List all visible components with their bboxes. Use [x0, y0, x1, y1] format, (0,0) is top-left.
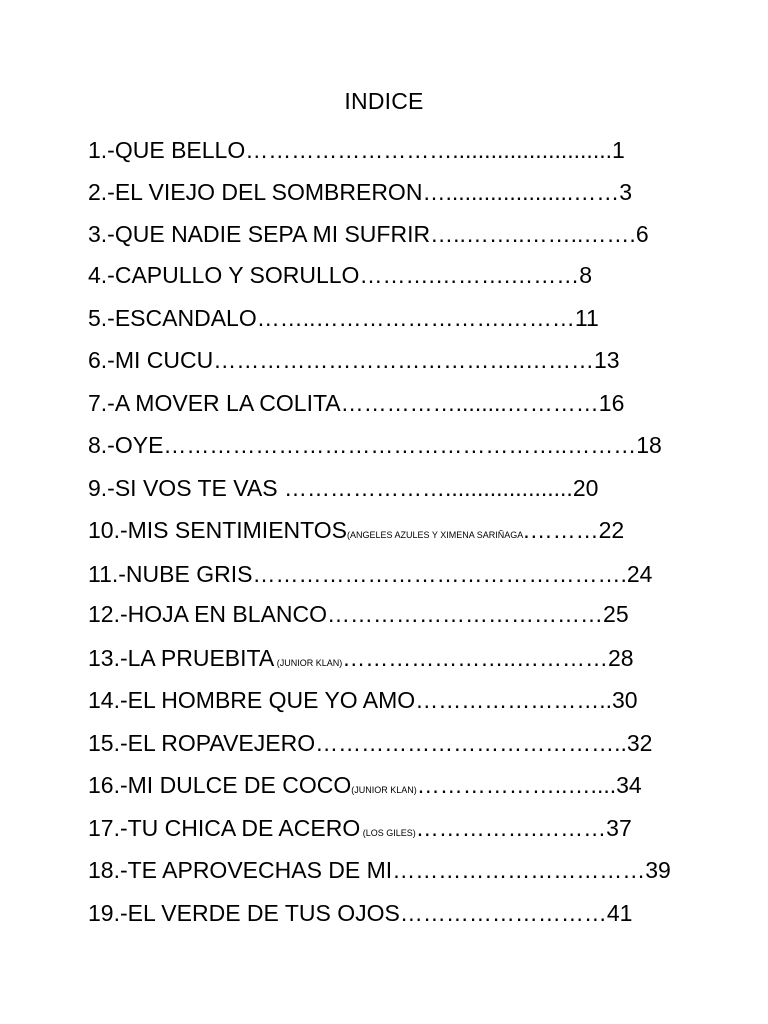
entry-leader-dots: ………………….................... [277, 475, 573, 501]
entry-page-number: 39 [645, 857, 671, 883]
entry-title: 10.-MIS SENTIMIENTOS [88, 517, 348, 543]
entry-page-number: 3 [619, 179, 633, 205]
entry-leader-dots: ………………..….... [416, 772, 617, 798]
index-entry [88, 560, 652, 588]
entry-page-number: 6 [635, 221, 649, 247]
index-entry [88, 389, 624, 417]
entry-leader-dots: …………………………… [392, 857, 646, 883]
entry-leader-dots: ……….……….……… [359, 262, 580, 288]
entry-page-number: 11 [574, 305, 599, 331]
entry-leader-dots: …....................…… [422, 179, 620, 205]
entry-page-number: 1 [612, 137, 625, 163]
entry-page-number: 28 [608, 645, 634, 671]
entry-page-number: 13 [594, 347, 620, 373]
entry-leader-dots: …………………….. [415, 687, 612, 713]
entry-artist-note: (JUNIOR KLAN) [351, 785, 417, 795]
entry-page-number: 32 [626, 730, 653, 756]
index-entry [88, 516, 624, 549]
index-entry [88, 346, 620, 374]
entry-page-number: 20 [572, 475, 599, 501]
entry-leader-dots: …..……..……..……. [430, 221, 636, 247]
entry-title: 1.-QUE BELLO [88, 137, 246, 163]
entry-title: 17.-TU CHICA DE ACERO [88, 815, 361, 841]
index-entry [88, 136, 625, 164]
entry-leader-dots: ……………………………… [327, 601, 604, 627]
entry-leader-dots: ………………………......................... [245, 137, 612, 163]
entry-title: 13.-LA PRUEBITA [88, 645, 275, 671]
entry-page-number: 41 [606, 900, 633, 926]
page-title: INDICE [344, 88, 424, 114]
entry-page-number: 22 [598, 517, 625, 543]
index-entry [88, 814, 632, 847]
index-entry [88, 899, 632, 927]
entry-page-number: 25 [603, 601, 629, 627]
entry-page-number: 16 [598, 390, 625, 416]
index-entry [88, 178, 632, 206]
entry-page-number: 18 [636, 432, 662, 458]
entry-artist-note: (ANGELES AZULES Y XIMENA SARIÑAGA [347, 530, 524, 540]
index-entry [88, 771, 642, 804]
entry-title: 7.-A MOVER LA COLITA [88, 390, 341, 416]
entry-artist-note: (LOS GILES) [360, 828, 416, 838]
entry-leader-dots: …………………..………… [342, 645, 608, 671]
entry-title: 6.-MI CUCU [88, 347, 214, 373]
entry-leader-dots: …………………………………………. [252, 561, 627, 587]
entry-page-number: 24 [626, 561, 653, 587]
entry-title: 4.-CAPULLO Y SORULLO [88, 262, 360, 288]
entry-title: 5.-ESCANDALO [88, 305, 257, 331]
entry-title: 9.-SI VOS TE VAS [88, 475, 278, 501]
entry-leader-dots: ……..…………………….……… [256, 305, 575, 331]
entry-leader-dots: ……………………………………………..……… [163, 432, 637, 458]
entry-leader-dots: ………………………………….. [315, 730, 627, 756]
entry-page-number: 37 [606, 815, 632, 841]
entry-title: 14.-EL HOMBRE QUE YO AMO [88, 687, 416, 713]
index-entry [88, 856, 671, 884]
index-entry [88, 600, 629, 628]
entry-artist-note: (JUNIOR KLAN) [274, 658, 343, 668]
index-entry [88, 261, 592, 289]
index-entry [88, 304, 599, 332]
entry-title: 19.-EL VERDE DE TUS OJOS [88, 900, 400, 926]
index-entry [88, 431, 662, 459]
entry-title: 8.-OYE [88, 432, 164, 458]
entry-leader-dots: …………….……… [415, 815, 607, 841]
entry-leader-dots: ……………………… [399, 900, 607, 926]
entry-leader-dots: ……………........………… [340, 390, 599, 416]
entry-leader-dots: …………………………………..……… [213, 347, 595, 373]
index-entry [88, 686, 638, 714]
entry-leader-dots: .……… [523, 517, 599, 543]
entry-page-number: 34 [616, 772, 642, 798]
index-entry [88, 729, 652, 757]
entry-title: 18.-TE APROVECHAS DE MI [88, 857, 393, 883]
entry-title: 16.-MI DULCE DE COCO [88, 772, 352, 798]
entry-title: 3.-QUE NADIE SEPA MI SUFRIR [88, 221, 431, 247]
entry-title: 12.-HOJA EN BLANCO [88, 601, 328, 627]
index-entry [88, 220, 649, 248]
entry-title: 11.-NUBE GRIS [88, 561, 253, 587]
index-entry [88, 644, 634, 677]
entry-title: 2.-EL VIEJO DEL SOMBRERON [88, 179, 423, 205]
entry-title: 15.-EL ROPAVEJERO [88, 730, 316, 756]
index-entry [88, 474, 598, 502]
entry-page-number: 30 [611, 687, 638, 713]
entry-page-number: 8 [579, 262, 593, 288]
